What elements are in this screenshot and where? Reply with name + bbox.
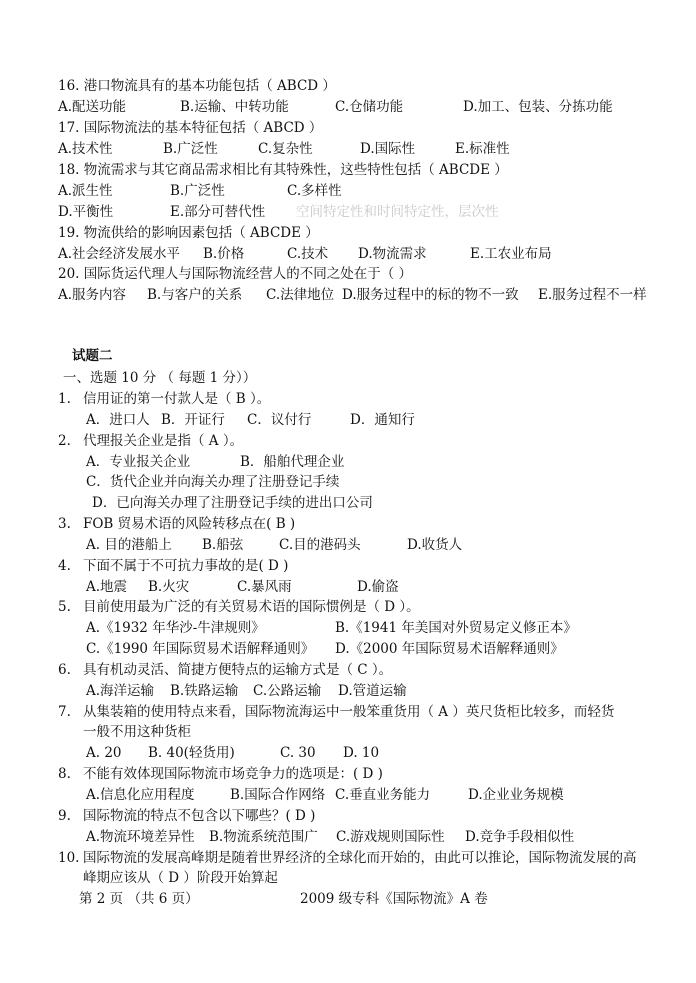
q20-stem: 20. 国际货运代理人与国际物流经营人的不同之处在于（ ） — [58, 266, 413, 282]
q8-option-d: D.企业业务规模 — [468, 787, 564, 803]
section-title: 试题二 — [72, 348, 113, 364]
q16-stem: 16. 港口物流具有的基本功能包括（ ABCD ） — [58, 78, 336, 94]
q16-option-d: D.加工、包装、分拣功能 — [463, 99, 613, 115]
q1-option-c: C．议付行 — [247, 412, 312, 428]
q1-option-d: D．通知行 — [350, 412, 415, 428]
q5-option-b: B.《1941 年美国对外贸易定义修正本》 — [335, 620, 577, 636]
q7-option-d: D. 10 — [343, 745, 380, 761]
q10-stem: 国际物流的发展高峰期是随着世界经济的全球化而开始的，由此可以推论，国际物流发展的高 — [83, 850, 637, 866]
q20-option-a: A.服务内容 — [58, 287, 127, 303]
q3-option-a: A. 目的港船上 — [86, 537, 172, 553]
q17-option-e: E.标准性 — [455, 141, 510, 157]
q1-number: 1. — [58, 391, 71, 407]
q5-number: 5. — [58, 599, 71, 615]
q7-option-a: A. 20 — [86, 745, 122, 761]
q17-option-c: C.复杂性 — [258, 141, 313, 157]
q5-option-a: A.《1932 年华沙-牛津规则》 — [86, 620, 265, 636]
q20-option-e: E.服务过程不一样 — [538, 287, 647, 303]
q2-option-d: D．已向海关办理了注册登记手续的进出口公司 — [92, 495, 373, 511]
q3-option-b: B.船弦 — [202, 537, 244, 553]
q19-option-c: C.技术 — [287, 246, 329, 262]
q16-option-a: A.配送功能 — [58, 99, 127, 115]
q18-option-d: D.平衡性 — [58, 204, 114, 220]
q8-number: 8. — [58, 766, 71, 782]
q18-annotation: 空间特定性和时间特定性，层次性 — [296, 204, 499, 220]
q9-option-c: C.游戏规则国际性 — [336, 829, 445, 845]
q19-option-b: B.价格 — [203, 246, 245, 262]
q18-option-b: B.广泛性 — [170, 183, 225, 199]
q2-option-b: B．船舶代理企业 — [240, 454, 345, 470]
q7-stem-continued: 一般不用这种货柜 — [83, 724, 191, 740]
q10-stem-continued: 峰期应该从（ D ）阶段开始算起 — [83, 870, 278, 886]
q10-number: 10. — [58, 850, 80, 866]
q16-option-b: B.运输、中转功能 — [180, 99, 289, 115]
q4-option-c: C.暴风雨 — [237, 579, 292, 595]
q6-option-b: B.铁路运输 — [170, 683, 239, 699]
q7-option-c: C. 30 — [280, 745, 316, 761]
q2-stem: 代理报关企业是指（ A ）。 — [83, 433, 244, 449]
q19-stem: 19. 物流供给的影响因素包括（ ABCDE ） — [58, 225, 319, 241]
q1-stem: 信用证的第一付款人是（ B ）。 — [83, 391, 271, 407]
q9-number: 9. — [58, 808, 71, 824]
q16-option-c: C.仓储功能 — [335, 99, 404, 115]
q17-option-a: A.技术性 — [58, 141, 113, 157]
q6-option-c: C.公路运输 — [253, 683, 322, 699]
q17-option-d: D.国际性 — [360, 141, 416, 157]
q7-number: 7. — [58, 704, 71, 720]
q8-option-b: B.国际合作网络 — [230, 787, 326, 803]
q18-option-e: E.部分可替代性 — [170, 204, 266, 220]
q18-option-a: A.派生性 — [58, 183, 113, 199]
q17-stem: 17. 国际物流法的基本特征包括（ ABCD ） — [58, 120, 323, 136]
exam-title: 2009 级专科《国际物流》A 卷 — [300, 891, 488, 907]
q4-option-d: D.偷盗 — [357, 579, 399, 595]
q3-option-d: D.收货人 — [407, 537, 463, 553]
q17-option-b: B.广泛性 — [163, 141, 218, 157]
q1-option-b: B．开证行 — [161, 412, 225, 428]
q9-option-a: A.物流环境差异性 — [86, 829, 195, 845]
q4-option-a: A.地震 — [86, 579, 128, 595]
q6-stem: 具有机动灵活、简捷方便特点的运输方式是（ C ）。 — [83, 662, 393, 678]
q18-option-c: C.多样性 — [287, 183, 342, 199]
q4-stem: 下面不属于不可抗力事故的是( D ) — [83, 558, 289, 574]
q9-option-d: D.竞争手段相似性 — [465, 829, 575, 845]
q19-option-a: A.社会经济发展水平 — [58, 246, 181, 262]
q3-number: 3. — [58, 516, 71, 532]
q5-stem: 目前使用最为广泛的有关贸易术语的国际惯例是（ D ）。 — [83, 599, 420, 615]
q6-number: 6. — [58, 662, 71, 678]
q2-number: 2. — [58, 433, 71, 449]
q1-option-a: A．进口人 — [86, 412, 150, 428]
q2-option-a: A．专业报关企业 — [86, 454, 191, 470]
q8-stem: 不能有效体现国际物流市场竞争力的选项是：( D ) — [83, 766, 383, 782]
q3-option-c: C.目的港码头 — [279, 537, 361, 553]
q2-option-c: C．货代企业并向海关办理了注册登记手续 — [86, 474, 340, 490]
q20-option-c: C.法律地位 — [266, 287, 335, 303]
q6-option-a: A.海洋运输 — [86, 683, 155, 699]
q19-option-e: E.工农业布局 — [470, 246, 552, 262]
q8-option-a: A.信息化应用程度 — [86, 787, 195, 803]
q7-option-b: B. 40(轻货用) — [148, 745, 235, 761]
q9-stem: 国际物流的特点不包含以下哪些？( D ) — [83, 808, 316, 824]
q4-option-b: B.火灾 — [148, 579, 190, 595]
page-number: 第 2 页 （共 6 页） — [79, 891, 199, 907]
q8-option-c: C.垂直业务能力 — [335, 787, 431, 803]
q5-option-c: C.《1990 年国际贸易术语解释通则》 — [86, 641, 315, 657]
q7-stem: 从集装箱的使用特点来看，国际物流海运中一般笨重货用（ A ）英尺货柜比较多，而轻货 — [83, 704, 615, 720]
q18-stem: 18. 物流需求与其它商品需求相比有其特殊性，这些特性包括（ ABCDE ） — [58, 162, 508, 178]
section-instructions: 一、选题 10 分 （ 每题 1 分）） — [63, 370, 257, 386]
q19-option-d: D.物流需求 — [358, 246, 427, 262]
q5-option-d: D.《2000 年国际贸易术语解释通则》 — [335, 641, 564, 657]
q9-option-b: B.物流系统范围广 — [209, 829, 318, 845]
q3-stem: FOB 贸易术语的风险转移点在( B ) — [83, 516, 296, 532]
q20-option-d: D.服务过程中的标的物不一致 — [342, 287, 519, 303]
q6-option-d: D.管道运输 — [338, 683, 407, 699]
q20-option-b: B.与客户的关系 — [147, 287, 243, 303]
q4-number: 4. — [58, 558, 71, 574]
